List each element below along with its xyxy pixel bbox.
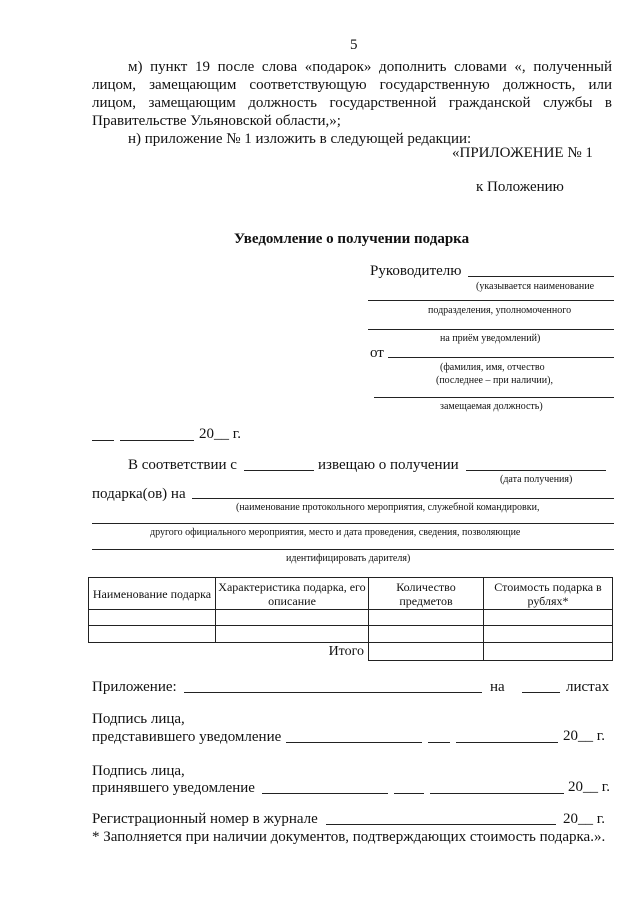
table-row (89, 610, 613, 626)
form-title: Уведомление о получении подарка (234, 231, 470, 247)
table-header-row (89, 578, 613, 610)
header-quantity: Количество предметов (369, 578, 484, 610)
appendix-title: «ПРИЛОЖЕНИЕ № 1 (452, 145, 593, 161)
sign2-year: 20__ г. (568, 779, 610, 795)
recipient-hint-1: (указывается наименование (476, 281, 595, 292)
gifts-table (88, 577, 613, 661)
footnote: * Заполняется при наличии документов, подтверждающих стоимость подарка.». (92, 829, 606, 845)
event-line-2 (92, 523, 614, 524)
body-intro: В соответствии с (128, 457, 237, 473)
attachment-label: Приложение: (92, 679, 177, 695)
reg-year: 20__ г. (563, 811, 605, 827)
sign1-line2: представившего уведомление (92, 729, 282, 745)
from-line (388, 357, 614, 358)
recipient-line-3 (368, 329, 614, 330)
event-hint-1: (наименование протокольного мероприятия, служебной командировки, (236, 502, 540, 513)
sheets-count-line (522, 692, 560, 693)
date-day-line (92, 440, 114, 441)
sign1-signature-line (286, 742, 422, 743)
sign1-line1: Подпись лица, (92, 711, 185, 727)
header-cost: Стоимость подарка в рублях* (484, 578, 613, 610)
attachment-sheets: листах (566, 679, 610, 695)
sign1-year: 20__ г. (563, 728, 605, 744)
date-received-line (466, 470, 606, 471)
recipient-label: Руководителю (370, 263, 462, 279)
recipient-hint-2: подразделения, уполномоченного (428, 305, 572, 316)
sign2-line1: Подпись лица, (92, 763, 185, 779)
sign2-day-line (394, 793, 424, 794)
event-hint-3: идентифицировать дарителя) (286, 553, 411, 564)
paragraph-n: н) приложение № 1 изложить в следующей редакции: (128, 131, 472, 147)
table-total-row (89, 643, 613, 661)
gifts-label: подарка(ов) на (92, 486, 186, 502)
event-line-3 (92, 549, 614, 550)
date-year: 20__ г. (199, 426, 241, 442)
recipient-hint-3: на приём уведомлений) (440, 333, 541, 344)
sign2-line2: принявшего уведомление (92, 780, 255, 796)
reg-label: Регистрационный номер в журнале (92, 811, 318, 827)
paragraph-m: м) пункт 19 после слова «подарок» дополнить словами «, полученный лицом, замещающим соответствующую государственную должность, или лицом, замещающим должность государственной гражданской службы в Правительстве Ульяновской области,»; (92, 59, 612, 129)
header-gift-name: Наименование подарка (89, 578, 216, 610)
date-month-line (120, 440, 194, 441)
event-line-1 (192, 498, 614, 499)
sign2-signature-line (262, 793, 388, 794)
from-hint-1: (фамилия, имя, отчество (440, 362, 545, 373)
recipient-line-2 (368, 300, 614, 301)
header-gift-description: Характеристика подарка, его описание (216, 578, 369, 610)
attachment-on: на (490, 679, 505, 695)
recipient-line (468, 276, 614, 277)
page-number: 5 (350, 37, 358, 53)
date-received-hint: (дата получения) (500, 474, 573, 485)
basis-line (244, 470, 314, 471)
from-label: от (370, 345, 384, 361)
event-hint-2: другого официального мероприятия, место и дата проведения, сведения, позволяющие (150, 527, 521, 538)
position-line (374, 397, 614, 398)
total-label: Итого (328, 643, 364, 659)
from-hint-2: (последнее – при наличии), (436, 375, 553, 386)
appendix-to: к Положению (476, 179, 564, 195)
position-hint: замещаемая должность) (440, 401, 543, 412)
sign1-day-line (428, 742, 450, 743)
body-notify: извещаю о получении (318, 457, 459, 473)
sign1-month-line (456, 742, 558, 743)
reg-number-line (326, 824, 556, 825)
table-row (89, 626, 613, 643)
attachment-line (184, 692, 482, 693)
sign2-month-line (430, 793, 564, 794)
